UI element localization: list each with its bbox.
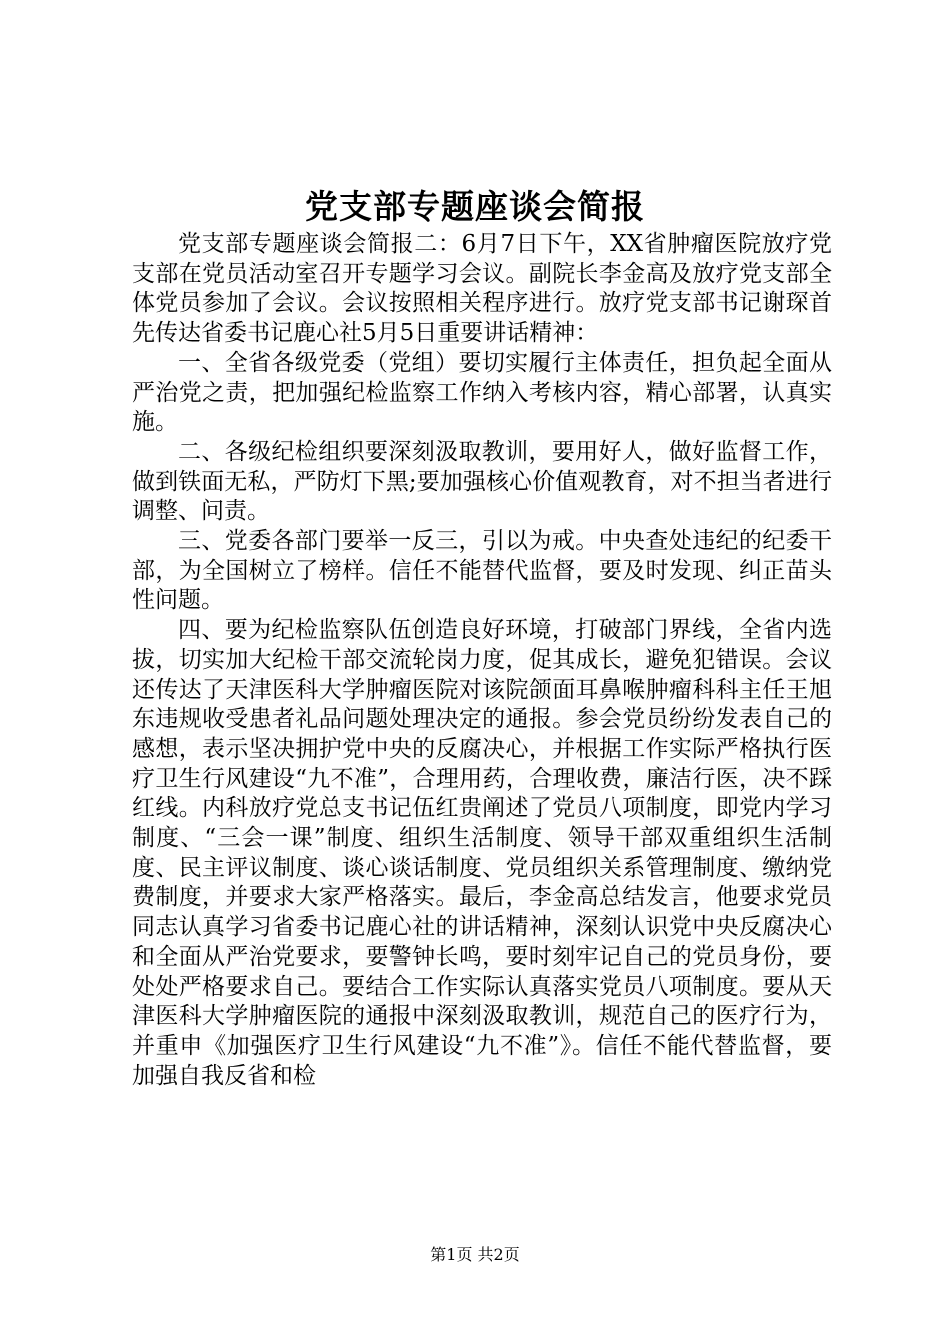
paragraph: 党支部专题座谈会简报二：6月7日下午，XX省肿瘤医院放疗党支部在党员活动室召开专题学习会议。副院长李金高及放疗党支部全体党员参加了会议。会议按照相关程序进行。放疗党支部书记谢琛首先传达省委书记鹿心社5月5日重要讲话精神： bbox=[132, 231, 832, 347]
page-footer: 第1页 共2页 bbox=[430, 1245, 520, 1264]
document-title: 党支部专题座谈会简报 bbox=[305, 187, 645, 226]
paragraph: 二、各级纪检组织要深刻汲取教训，要用好人，做好监督工作，做到铁面无私，严防灯下黑;要加强核心价值观教育，对不担当者进行调整、问责。 bbox=[132, 438, 832, 525]
document-body bbox=[132, 230, 832, 1091]
paragraph: 一、全省各级党委（党组）要切实履行主体责任，担负起全面从严治党之责，把加强纪检监察工作纳入考核内容，精心部署，认真实施。 bbox=[132, 349, 832, 436]
paragraph: 三、党委各部门要举一反三，引以为戒。中央查处违纪的纪委干部，为全国树立了榜样。信任不能替代监督，要及时发现、纠正苗头性问题。 bbox=[132, 528, 832, 614]
paragraph: 四、要为纪检监察队伍创造良好环境，打破部门界线，全省内选拔，切实加大纪检干部交流轮岗力度，促其成长，避免犯错误。会议还传达了天津医科大学肿瘤医院对该院颌面耳鼻喉肿瘤科科主任王旭东违规收受患者礼品问题处理决定的通报。参会党员纷纷发表自己的感想，表示坚决拥护党中央的反腐决心，并根据工作实际严格执行医疗卫生行风建设“九不准”，合理用药，合理收费，廉洁行医，决不踩红线。内科放疗党总支书记伍红贵阐述了党员八项制度，即党内学习制度、“三会一课”制度、组织生活制度、领导干部双重组织生活制度、民主评议制度、谈心谈话制度、党员组织关系管理制度、缴纳党费制度，并要求大家严格落实。最后，李金高总结发言，他要求党员同志认真学习省委书记鹿心社的讲话精神，深刻认识党中央反腐决心和全面从严治党要求，要警钟长鸣，要时刻牢记自己的党员身份，要处处严格要求自己。要结合工作实际认真落实党员八项制度。要从天津医科大学肿瘤医院的通报中深刻汲取教训，规范自己的医疗行为，并重申《加强医疗卫生行风建设“九不准”》。信任不能代替监督，要加强自我反省和检 bbox=[132, 617, 832, 1089]
